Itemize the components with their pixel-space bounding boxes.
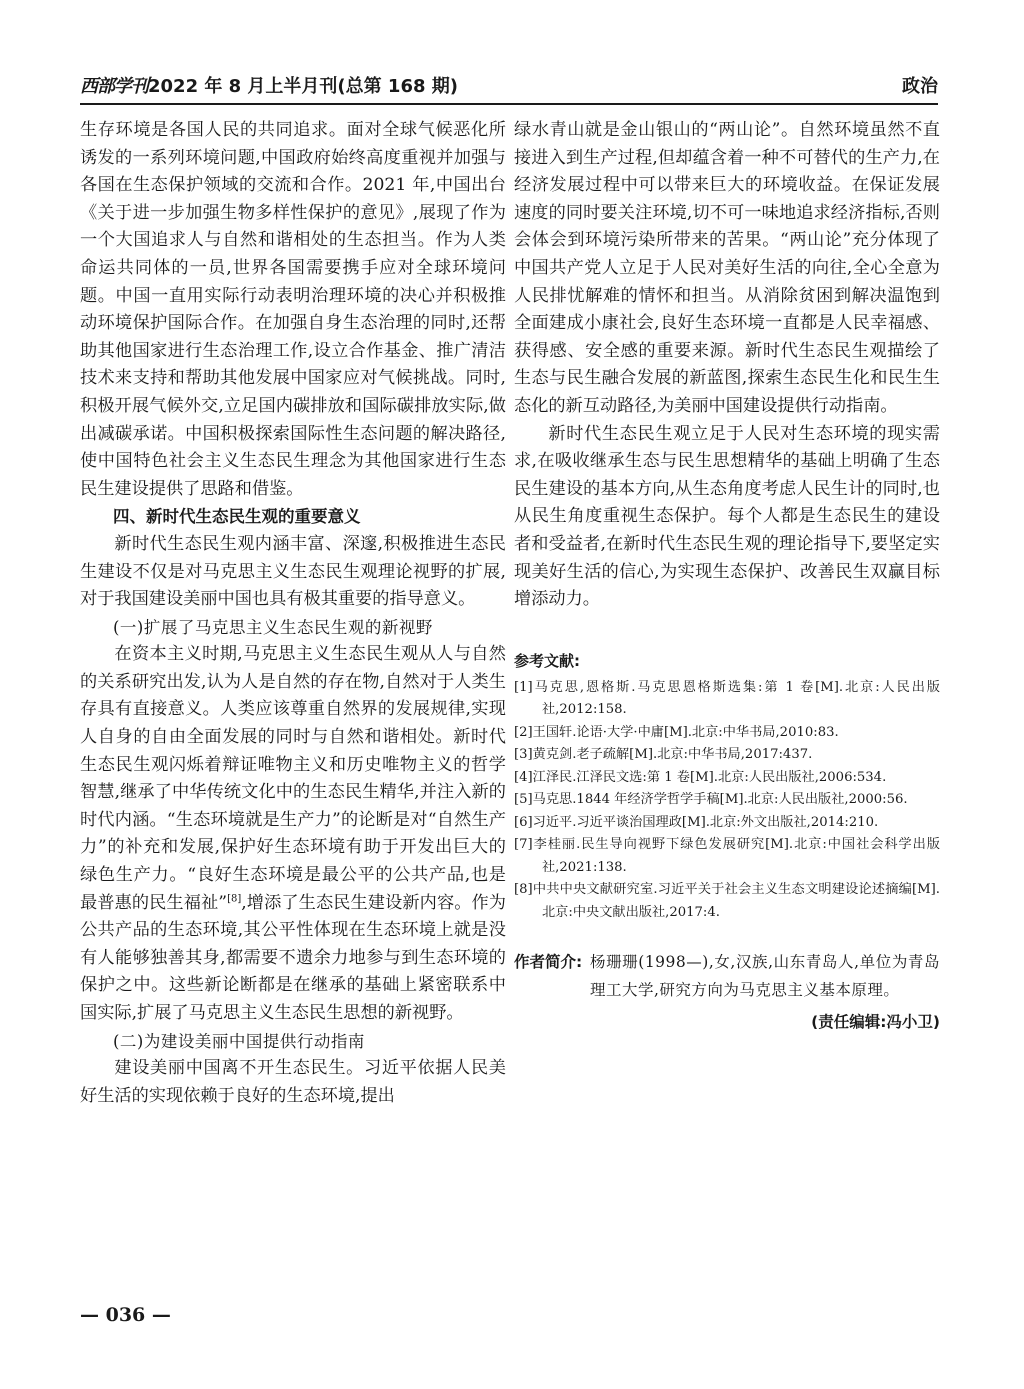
page-header — [80, 72, 938, 100]
references-list — [514, 677, 940, 925]
paragraph-conclusion: 新时代生态民生观立足于人民对生态环境的现实需求,在吸收继承生态与民生思想精华的基础上明确了生态民生建设的基本方向,从生态角度考虑人民生计的同时,也从民生角度重视生态保护。每个人都是生态民生的建设者和受益者,在新时代生态民生观的理论指导下,要坚定实现美好生活的信心,为实现生态保护、改善民生双赢目标增添动力。 — [514, 423, 940, 610]
right-column — [514, 117, 940, 1032]
subsection-heading-2: (二)为建设美丽中国提供行动指南 — [113, 1031, 365, 1051]
paragraph: 新时代生态民生观内涵丰富、深邃,积极推进生态民生建设不仅是对马克思主义生态民生观理论视野的扩展,对于我国建设美丽中国也具有极其重要的指导意义。 — [80, 533, 506, 610]
paragraph-continued-right: 绿水青山就是金山银山的“两山论”。自然环境虽然不直接进入到生产过程,但却蕴含着一种不可替代的生产力,在经济发展过程中可以带来巨大的环境收益。在保证发展速度的同时要关注环境,切不可一味地追求经济指标,否则会体会到环境污染所带来的苦果。“两山论”充分体现了中国共产党人立足于人民对美好生活的向往,全心全意为人民排忧解难的情怀和担当。从消除贫困到解决温饱到全面建成小康社会,良好生态环境一直都是人民幸福感、获得感、安全感的重要来源。新时代生态民生观描绘了生态与民生融合发展的新蓝图,探索生态民生化和民生生态化的新互动路径,为美丽中国建设提供行动指南。 — [514, 120, 940, 416]
author-bio-text: 杨珊珊(1998—),女,汉族,山东青岛人,单位为青岛理工大学,研究方向为马克思主义基本原理。 — [590, 953, 940, 1000]
author-bio-label: 作者简介: — [514, 953, 583, 972]
subsection-heading-1: (一)扩展了马克思主义生态民生观的新视野 — [113, 617, 433, 637]
author-bio — [514, 948, 940, 1004]
section-tag: 政治 — [902, 76, 938, 97]
reference-item: [7]李桂丽.民生导向视野下绿色发展研究[M].北京:中国社会科学出版社,2021:138. — [514, 837, 940, 875]
section-heading: 四、新时代生态民生观的重要意义 — [113, 507, 361, 527]
paragraph-with-citation — [80, 641, 506, 1027]
left-column — [80, 117, 506, 1110]
reference-item: [1]马克思,恩格斯.马克思恩格斯选集:第 1 卷[M].北京:人民出版社,2012:158. — [514, 679, 940, 718]
paragraph-continued: 生存环境是各国人民的共同追求。面对全球气候恶化所诱发的一系列环境问题,中国政府始终高度重视并加强与各国在生态保护领域的交流和合作。2021 年,中国出台《关于进一步加强生物多样性保护的意见》,展现了作为一个大国追求人与自然和谐相处的生态担当。作为人类命运共同体的一员,世界各国需要携手应对全球环境问题。中国一直用实际行动表明治理环境的决心并积极推动环境保护国际合作。在加强自身生态治理的同时,还帮助其他国家进行生态治理工作,设立合作基金、推广清洁技术来支持和帮助其他发展中国家应对气候挑战。同时,积极开展气候外交,立足国内碳排放和国际碳排放实际,做出减碳承诺。中国积极探索国际性生态问题的解决路径,使中国特色社会主义生态民生理念为其他国家进行生态民生建设提供了思路和借鉴。 — [80, 120, 506, 499]
paragraph-tail: ,增添了生态民生建设新内容。作为公共产品的生态环境,其公平性体现在生态环境上就是没有人能够独善其身,都需要不遗余力地参与到生态环境的保护之中。这些新论断都是在继承的基础上紧密联系中国实际,扩展了马克思主义生态民生思想的新视野。 — [80, 892, 506, 1023]
journal-issue: 2022 年 8 月上半月刊(总第 168 期) — [148, 76, 458, 97]
responsible-editor: (责任编辑:冯小卫) — [811, 1013, 940, 1032]
reference-item: [3]黄克剑.老子疏解[M].北京:中华书局,2017:437. — [514, 747, 813, 763]
citation-marker: [8] — [227, 892, 242, 904]
reference-item: [4]江泽民.江泽民文选:第 1 卷[M].北京:人民出版社,2006:534. — [514, 769, 887, 785]
paragraph-text: 在资本主义时期,马克思主义生态民生观从人与自然的关系研究出发,认为人是自然的存在物,自然对于人类生存具有直接意义。人类应该尊重自然界的发展规律,实现人自身的自由全面发展的同时与自然和谐相处。新时代生态民生观闪烁着辩证唯物主义和历史唯物主义的哲学智慧,继承了中华传统文化中的生态民生精华,并注入新的时代内涵。“生态环境就是生产力”的论断是对“自然生产力”的补充和发展,保护好生态环境有助于开发出巨大的绿色生产力。“良好生态环境是最公平的公共产品,也是最普惠的民生福祉” — [80, 644, 506, 913]
journal-title — [80, 72, 458, 98]
reference-item: [6]习近平.习近平谈治国理政[M].北京:外文出版社,2014:210. — [514, 814, 879, 830]
reference-item: [5]马克思.1844 年经济学哲学手稿[M].北京:人民出版社,2000:56. — [514, 792, 908, 808]
page-number: — 036 — — [80, 1304, 171, 1326]
reference-item: [8]中共中央文献研究室.习近平关于社会主义生态文明建设论述摘编[M].北京:中央文献出版社,2017:4. — [514, 882, 940, 920]
reference-item: [2]王国轩.论语·大学·中庸[M].北京:中华书局,2010:83. — [514, 724, 839, 740]
header-rule — [80, 103, 938, 105]
references-title: 参考文献: — [514, 651, 580, 670]
paragraph-start: 建设美丽中国离不开生态民生。习近平依据人民美好生活的实现依赖于良好的生态环境,提出 — [80, 1058, 506, 1106]
journal-logo: 西部学刊 — [80, 76, 148, 97]
